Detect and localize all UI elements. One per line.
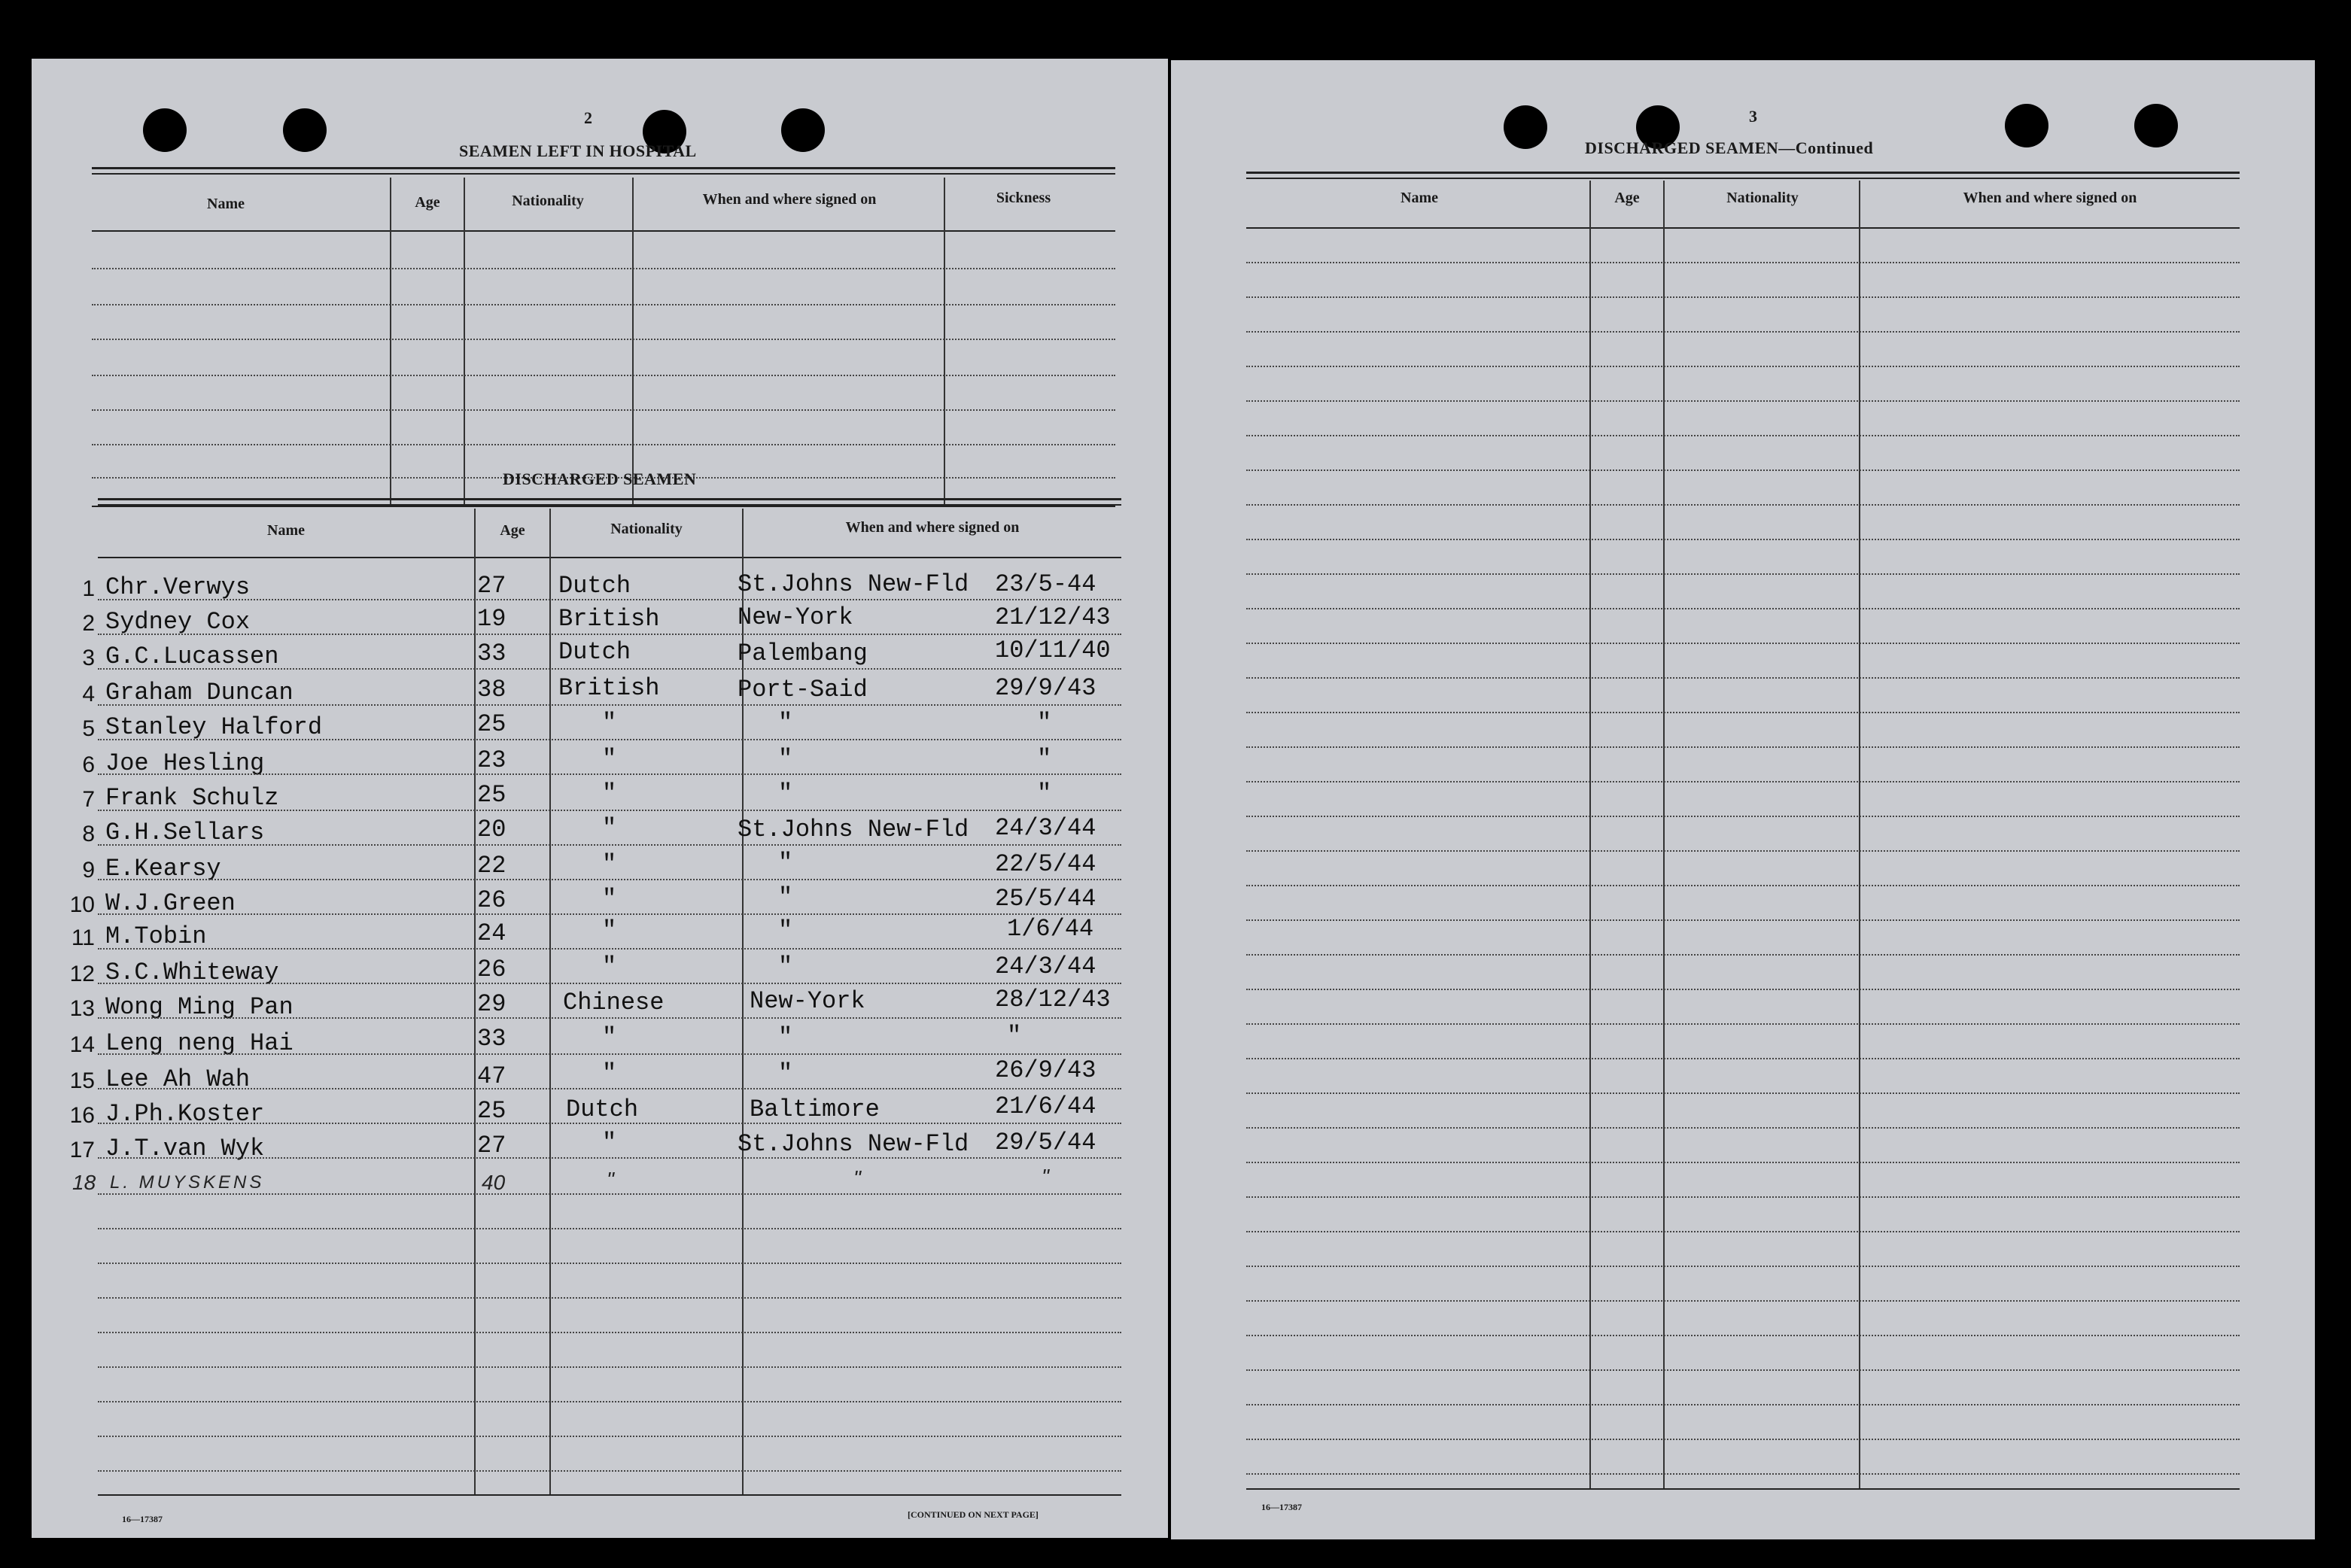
row-number: 11 — [71, 925, 95, 950]
row-number: 9 — [82, 858, 95, 883]
seaman-nationality: " — [607, 1168, 614, 1191]
dotted-rule — [98, 668, 1121, 670]
seaman-age: 23 — [477, 746, 506, 774]
row-number: 14 — [69, 1032, 95, 1057]
col-divider — [549, 509, 551, 1494]
punch-hole — [283, 108, 327, 152]
seaman-name: Graham Duncan — [105, 679, 293, 707]
dotted-rule — [1246, 1369, 2240, 1371]
dotted-rule — [92, 409, 1115, 411]
dotted-rule — [1246, 608, 2240, 609]
row-number: 1 — [82, 576, 95, 601]
seaman-nationality: British — [558, 605, 660, 633]
signed-on-place: " — [778, 1023, 793, 1051]
dotted-rule — [1246, 954, 2240, 956]
rule — [92, 173, 1115, 175]
dotted-rule — [98, 948, 1121, 950]
seaman-name: J.T.van Wyk — [105, 1135, 265, 1162]
dotted-rule — [92, 268, 1115, 269]
hospital-col-signed-on: When and where signed on — [702, 191, 877, 208]
signed-on-place: " — [778, 1059, 793, 1087]
row-number: 13 — [69, 996, 95, 1021]
col-divider — [944, 178, 945, 504]
dotted-rule — [1246, 1092, 2240, 1094]
dotted-rule — [98, 844, 1121, 846]
dotted-rule — [98, 704, 1121, 706]
row-number: 2 — [82, 611, 95, 636]
dotted-rule — [1246, 539, 2240, 540]
seaman-nationality: " — [602, 885, 617, 913]
dotted-rule — [98, 1193, 1121, 1195]
rule — [1246, 178, 2240, 179]
dotted-rule — [1246, 296, 2240, 298]
seaman-nationality: " — [602, 916, 617, 944]
seaman-nationality: Dutch — [566, 1095, 639, 1123]
col-divider — [1663, 181, 1665, 1490]
rule — [98, 504, 1121, 506]
dotted-rule — [98, 1263, 1121, 1264]
hospital-col-age: Age — [415, 194, 440, 211]
dotted-rule — [1246, 1231, 2240, 1232]
signed-on-date: " — [1037, 745, 1052, 773]
discharged-section-title: DISCHARGED SEAMEN — [503, 469, 697, 488]
rule — [92, 506, 1115, 507]
seaman-nationality: Chinese — [563, 989, 665, 1016]
dotted-rule — [1246, 1058, 2240, 1059]
dotted-rule — [98, 1401, 1121, 1402]
dotted-rule — [1246, 885, 2240, 886]
discharged-col-signed-on: When and where signed on — [845, 519, 1020, 536]
signed-on-date: 24/3/44 — [995, 953, 1096, 980]
seaman-name: Sydney Cox — [105, 608, 251, 636]
seaman-age: 26 — [477, 956, 506, 983]
signed-on-date: " — [1007, 1022, 1022, 1050]
row-number: 7 — [82, 787, 95, 812]
dotted-rule — [98, 1017, 1121, 1019]
seaman-name: J.Ph.Koster — [105, 1100, 265, 1128]
signed-on-date: 24/3/44 — [995, 814, 1096, 842]
seaman-age: 20 — [477, 816, 506, 843]
dotted-rule — [98, 1366, 1121, 1368]
seaman-age: 47 — [477, 1062, 506, 1090]
signed-on-place: " — [853, 1166, 861, 1190]
dotted-rule — [98, 739, 1121, 740]
dotted-rule — [98, 810, 1121, 811]
seaman-name: G.H.Sellars — [105, 819, 265, 846]
signed-on-place: " — [778, 953, 793, 980]
seaman-name: M.Tobin — [105, 922, 207, 950]
dotted-rule — [1246, 989, 2240, 990]
left-page — [32, 59, 1168, 1538]
dotted-rule — [92, 444, 1115, 445]
dotted-rule — [1246, 816, 2240, 817]
seaman-name: Lee Ah Wah — [105, 1065, 251, 1093]
dotted-rule — [1246, 781, 2240, 782]
punch-hole — [2134, 104, 2178, 147]
dotted-rule — [1246, 331, 2240, 333]
seaman-name: Frank Schulz — [105, 784, 279, 812]
dotted-rule — [98, 599, 1121, 600]
row-number: 5 — [82, 716, 95, 741]
page-number: 2 — [584, 108, 592, 127]
col-divider — [474, 509, 476, 1494]
dotted-rule — [1246, 1439, 2240, 1440]
dotted-rule — [92, 375, 1115, 376]
signed-on-place: Palembang — [738, 640, 868, 667]
dotted-rule — [1246, 573, 2240, 575]
signed-on-date: 23/5-44 — [995, 570, 1096, 598]
signed-on-date: 21/6/44 — [995, 1092, 1096, 1120]
discharged-col-age: Age — [500, 522, 525, 539]
seaman-age: 27 — [477, 572, 506, 600]
dotted-rule — [1246, 366, 2240, 367]
signed-on-place: " — [778, 779, 793, 807]
seaman-age: 24 — [477, 919, 506, 947]
signed-on-place: " — [778, 883, 793, 911]
seaman-nationality: " — [602, 1023, 617, 1051]
rule — [92, 167, 1115, 169]
seaman-name: G.C.Lucassen — [105, 643, 279, 670]
dotted-rule — [98, 1157, 1121, 1159]
discharged-continued-title: DISCHARGED SEAMEN—Continued — [1585, 138, 1874, 157]
dotted-rule — [1246, 1162, 2240, 1163]
hospital-col-name: Name — [207, 196, 245, 212]
dotted-rule — [1246, 746, 2240, 748]
seaman-name: W.J.Green — [105, 889, 236, 917]
punch-hole — [143, 108, 187, 152]
rule — [98, 498, 1121, 500]
seaman-nationality: " — [602, 850, 617, 878]
seaman-nationality: " — [602, 779, 617, 807]
dotted-rule — [1246, 262, 2240, 263]
signed-on-date: 1/6/44 — [1007, 915, 1094, 943]
seaman-name: S.C.Whiteway — [105, 959, 279, 986]
dotted-rule — [98, 1332, 1121, 1333]
seaman-age: 33 — [477, 640, 506, 667]
page-number: 3 — [1749, 107, 1757, 126]
dotted-rule — [1246, 1023, 2240, 1025]
seaman-age: 29 — [477, 990, 506, 1018]
hospital-section-title: SEAMEN LEFT IN HOSPITAL — [459, 141, 697, 160]
continued-col-signed-on: When and where signed on — [1963, 190, 2137, 206]
seaman-nationality: " — [602, 1129, 617, 1156]
dotted-rule — [98, 1470, 1121, 1472]
dotted-rule — [98, 1123, 1121, 1124]
dotted-rule — [98, 983, 1121, 984]
signed-on-place: Baltimore — [750, 1095, 880, 1123]
punch-hole — [1504, 105, 1547, 149]
seaman-age: 25 — [477, 710, 506, 738]
dotted-rule — [1246, 469, 2240, 471]
seaman-name: E.Kearsy — [105, 855, 221, 883]
right-page — [1171, 60, 2315, 1539]
row-number: 3 — [82, 646, 95, 670]
row-number: 6 — [82, 752, 95, 777]
continued-col-name: Name — [1401, 190, 1438, 206]
discharged-col-nationality: Nationality — [610, 521, 683, 537]
punch-hole — [781, 108, 825, 152]
signed-on-date: 28/12/43 — [995, 986, 1111, 1013]
dotted-rule — [1246, 1335, 2240, 1336]
dotted-rule — [1246, 1127, 2240, 1129]
rule — [98, 1494, 1121, 1496]
seaman-nationality: " — [602, 1059, 617, 1087]
seaman-name: Wong Ming Pan — [105, 993, 293, 1021]
row-number: 4 — [82, 682, 95, 707]
seaman-age: 38 — [477, 676, 506, 703]
dotted-rule — [1246, 850, 2240, 852]
dotted-rule — [1246, 1300, 2240, 1302]
form-code: 16—17387 — [122, 1514, 163, 1524]
dotted-rule — [98, 913, 1121, 915]
seaman-nationality: British — [558, 674, 660, 702]
row-number: 10 — [69, 892, 95, 917]
seaman-nationality: " — [602, 745, 617, 773]
seaman-age: 40 — [482, 1171, 506, 1194]
punch-hole — [2005, 104, 2048, 147]
dotted-rule — [1246, 504, 2240, 506]
seaman-name: Leng neng Hai — [105, 1029, 293, 1057]
dotted-rule — [98, 1297, 1121, 1299]
dotted-rule — [98, 773, 1121, 775]
dotted-rule — [98, 1228, 1121, 1229]
dotted-rule — [98, 1436, 1121, 1437]
signed-on-place: " — [778, 849, 793, 877]
dotted-rule — [98, 1053, 1121, 1055]
row-number: 12 — [69, 962, 95, 986]
signed-on-date: " — [1037, 779, 1052, 807]
signed-on-date: 29/5/44 — [995, 1129, 1096, 1156]
signed-on-place: Port-Said — [738, 676, 868, 703]
signed-on-place: " — [778, 745, 793, 773]
row-number: 8 — [82, 822, 95, 846]
signed-on-place: St.Johns New-Fld — [738, 570, 969, 598]
signed-on-date: 22/5/44 — [995, 850, 1096, 878]
dotted-rule — [92, 304, 1115, 305]
dotted-rule — [1246, 677, 2240, 679]
dotted-rule — [1246, 1196, 2240, 1198]
seaman-age: 25 — [477, 781, 506, 809]
seaman-age: 27 — [477, 1132, 506, 1159]
continued-col-age: Age — [1614, 190, 1640, 206]
seaman-nationality: Dutch — [558, 638, 631, 666]
dotted-rule — [1246, 1404, 2240, 1405]
col-divider — [390, 178, 391, 504]
rule — [92, 230, 1115, 232]
dotted-rule — [1246, 643, 2240, 644]
rule — [1246, 1488, 2240, 1490]
signed-on-place: New-York — [738, 603, 853, 631]
hospital-col-nationality: Nationality — [512, 193, 584, 209]
row-number: 16 — [69, 1103, 95, 1128]
dotted-rule — [1246, 435, 2240, 436]
signed-on-date: " — [1042, 1165, 1049, 1188]
dotted-rule — [1246, 400, 2240, 402]
signed-on-date: " — [1037, 709, 1052, 737]
seaman-nationality: " — [602, 953, 617, 980]
dotted-rule — [92, 339, 1115, 340]
col-divider — [632, 178, 634, 504]
seaman-age: 33 — [477, 1025, 506, 1053]
form-code: 16—17387 — [1261, 1502, 1302, 1512]
discharged-col-name: Name — [267, 522, 305, 539]
signed-on-place: St.Johns New-Fld — [738, 816, 969, 843]
dotted-rule — [98, 1088, 1121, 1089]
col-divider — [464, 178, 465, 504]
rule — [98, 557, 1121, 558]
signed-on-place: St.Johns New-Fld — [738, 1130, 969, 1158]
seaman-name: Joe Hesling — [105, 749, 265, 777]
continued-col-nationality: Nationality — [1726, 190, 1799, 206]
dotted-rule — [1246, 1473, 2240, 1475]
signed-on-place: " — [778, 709, 793, 737]
seaman-age: 26 — [477, 886, 506, 914]
dotted-rule — [98, 879, 1121, 880]
hospital-col-sickness: Sickness — [996, 190, 1051, 206]
seaman-age: 22 — [477, 852, 506, 880]
rule — [1246, 227, 2240, 229]
seaman-age: 25 — [477, 1097, 506, 1125]
seaman-name: L. MUYSKENS — [110, 1172, 265, 1193]
rule — [1246, 172, 2240, 174]
dotted-rule — [98, 634, 1121, 635]
signed-on-date: 25/5/44 — [995, 885, 1096, 913]
row-number: 15 — [69, 1068, 95, 1093]
signed-on-date: 10/11/40 — [995, 637, 1111, 664]
dotted-rule — [1246, 712, 2240, 713]
col-divider — [1859, 181, 1860, 1490]
seaman-nationality: " — [602, 814, 617, 842]
signed-on-place: New-York — [750, 987, 865, 1015]
row-number: 18 — [72, 1171, 96, 1194]
seaman-nationality: " — [602, 709, 617, 737]
seaman-age: 19 — [477, 605, 506, 633]
signed-on-date: 21/12/43 — [995, 603, 1111, 631]
signed-on-date: 26/9/43 — [995, 1056, 1096, 1084]
signed-on-date: 29/9/43 — [995, 674, 1096, 702]
seaman-name: Stanley Halford — [105, 713, 323, 741]
dotted-rule — [1246, 919, 2240, 921]
dotted-rule — [1246, 1266, 2240, 1267]
signed-on-place: " — [778, 916, 793, 944]
continued-note: [CONTINUED ON NEXT PAGE] — [908, 1509, 1039, 1520]
seaman-nationality: Dutch — [558, 572, 631, 600]
col-divider — [1589, 181, 1591, 1490]
seaman-name: Chr.Verwys — [105, 573, 251, 601]
row-number: 17 — [69, 1138, 95, 1162]
